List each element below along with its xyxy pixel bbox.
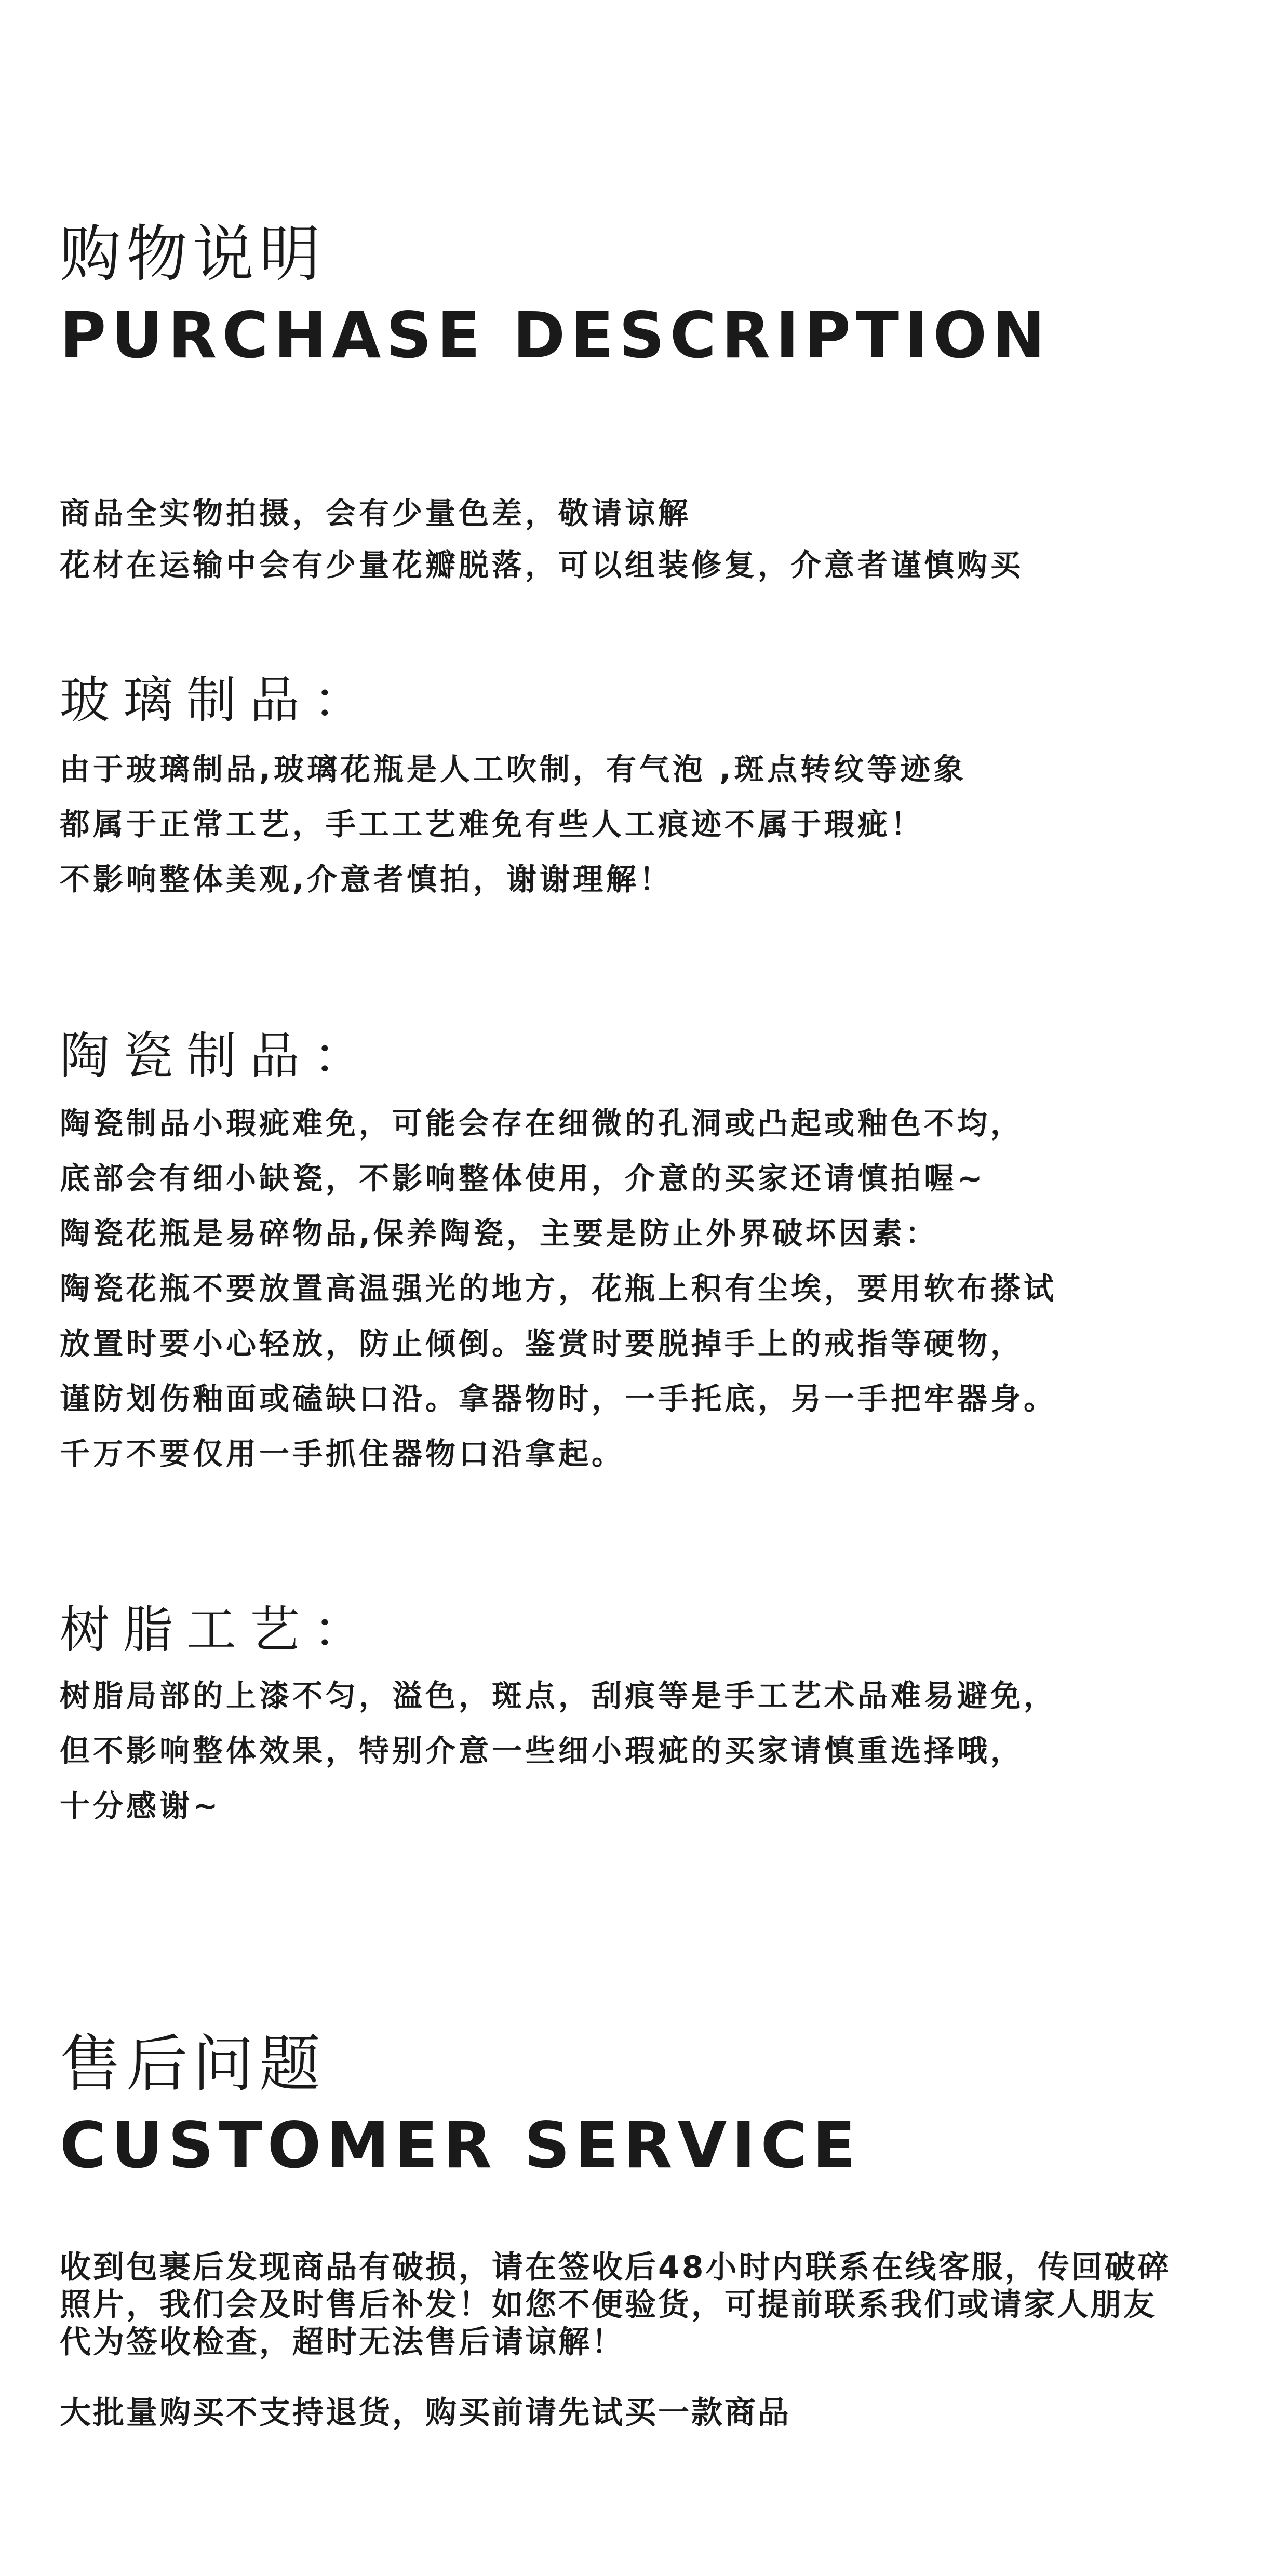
ceramic-line: 陶瓷花瓶不要放置高温强光的地方，花瓶上积有尘埃，要用软布搽试	[60, 1271, 1057, 1306]
service-paragraph	[60, 2249, 1171, 2361]
ceramic-line: 千万不要仅用一手抓住器物口沿拿起。	[60, 1436, 625, 1471]
ceramic-line: 陶瓷花瓶是易碎物品,保养陶瓷，主要是防止外界破坏因素：	[60, 1216, 939, 1251]
ceramic-line: 陶瓷制品小瑕疵难免，可能会存在细微的孔洞或凸起或釉色不均，	[60, 1106, 1024, 1141]
ceramic-line: 放置时要小心轻放，防止倾倒。鉴赏时要脱掉手上的戒指等硬物，	[60, 1326, 1024, 1361]
service-line: 收到包裹后发现商品有破损，请在签收后48小时内联系在线客服，传回破碎	[60, 2249, 1171, 2286]
service-title-en: CUSTOMER SERVICE	[60, 2109, 861, 2182]
glass-section-title: 玻璃制品：	[60, 671, 377, 729]
service-note: 大批量购买不支持退货，购买前请先试买一款商品	[60, 2395, 791, 2431]
resin-line: 树脂局部的上漆不匀，溢色，斑点，刮痕等是手工艺术品难易避免，	[60, 1678, 1057, 1713]
service-title-cn: 售后问题	[60, 2028, 326, 2100]
resin-line: 但不影响整体效果，特别介意一些细小瑕疵的买家请慎重选择哦，	[60, 1733, 1024, 1768]
glass-line: 由于玻璃制品,玻璃花瓶是人工吹制，有气泡 ,斑点转纹等迹象	[60, 752, 967, 787]
ceramic-section-text	[60, 1096, 1057, 1481]
purchase-intro	[60, 487, 1024, 591]
resin-line: 十分感谢~	[60, 1788, 221, 1823]
glass-line: 不影响整体美观,介意者慎拍，谢谢理解！	[60, 862, 673, 897]
service-line: 代为签收检查，超时无法售后请谅解！	[60, 2324, 625, 2360]
ceramic-section-title: 陶瓷制品：	[60, 1027, 377, 1085]
glass-section-text	[60, 742, 967, 907]
glass-line: 都属于正常工艺，手工工艺难免有些人工痕迹不属于瑕疵！	[60, 807, 924, 842]
purchase-title-cn: 购物说明	[60, 218, 326, 290]
ceramic-line: 底部会有细小缺瓷，不影响整体使用，介意的买家还请慎拍喔~	[60, 1161, 986, 1196]
service-line: 照片，我们会及时售后补发！如您不便验货，可提前联系我们或请家人朋友	[60, 2287, 1157, 2323]
intro-line: 商品全实物拍摄，会有少量色差，敬请谅解	[60, 495, 692, 531]
resin-section-title: 树脂工艺：	[60, 1601, 377, 1659]
resin-section-text	[60, 1668, 1057, 1833]
intro-line: 花材在运输中会有少量花瓣脱落，可以组装修复，介意者谨慎购买	[60, 547, 1024, 583]
ceramic-line: 谨防划伤釉面或磕缺口沿。拿器物时，一手托底，另一手把牢器身。	[60, 1381, 1057, 1416]
purchase-title-en: PURCHASE DESCRIPTION	[60, 299, 1051, 372]
